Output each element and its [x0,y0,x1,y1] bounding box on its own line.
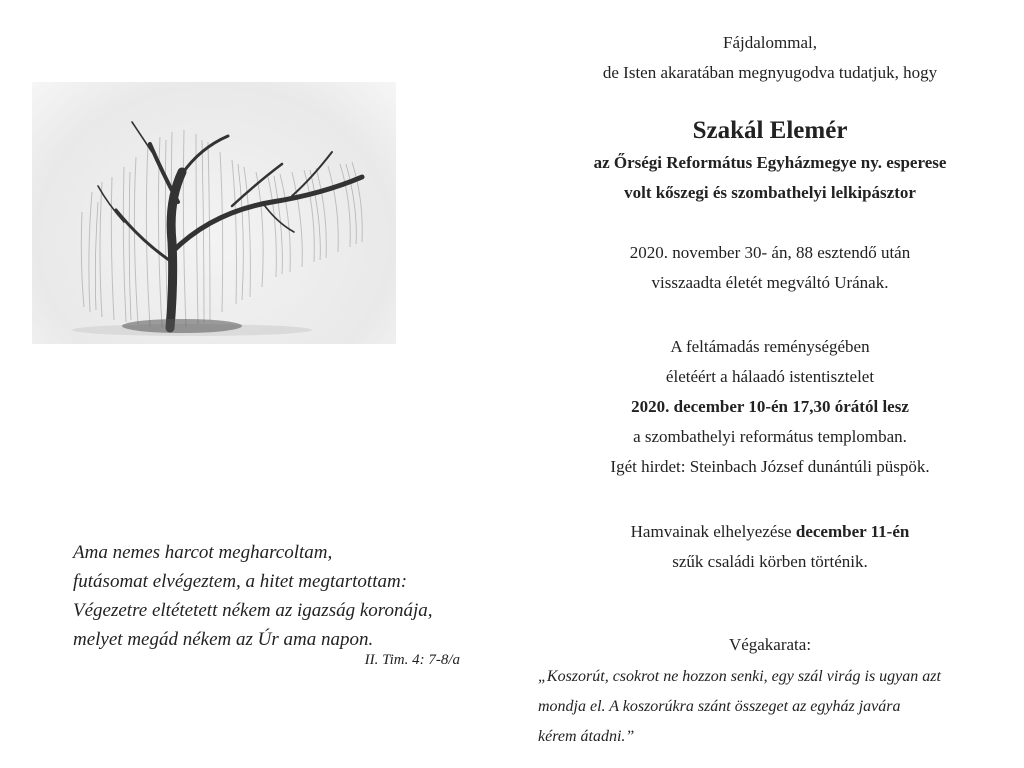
will-heading: Végakarata: [728,635,812,654]
weeping-willow-image [32,82,396,344]
service-line-4: a szombathelyi református templomban. [633,427,907,446]
intro-block [530,28,1010,88]
death-block [530,238,1010,298]
ashes-line-1 [530,517,1010,547]
deceased-name: Szakál Elemér [692,117,848,144]
will-heading-block [530,630,1010,660]
service-line-2: életéért a hálaadó istentisztelet [665,367,875,386]
death-line-1: 2020. november 30- án, 88 esztendő után [629,243,911,262]
ashes-line-2: szűk családi körben történik. [672,552,868,571]
ashes-date: december 11-én [795,522,910,541]
deceased-role-1: az Őrségi Református Egyházmegye ny. esperese [593,153,947,172]
verse-line: futásomat elvégeztem, a hitet megtartottam: [73,571,408,592]
will-line-1: „Koszorút, csokrot ne hozzon senki, egy szál virág is ugyan azt [538,668,941,685]
intro-line-2: de Isten akaratában megnyugodva tudatjuk, hogy [602,63,938,82]
will-line-3: kérem átadni.” [538,728,635,745]
willow-tree-icon [32,82,396,344]
ashes-block [530,517,1010,577]
verse-reference: II. Tim. 4: 7-8/a [364,652,460,668]
deceased-role-2: volt kőszegi és szombathelyi lelkipásztor [624,183,916,202]
service-block [530,332,1010,482]
death-line-2: visszaadta életét megváltó Urának. [651,273,889,292]
will-text-block [538,662,1008,752]
service-line-5: Igét hirdet: Steinbach József dunántúli püspök. [610,457,930,476]
verse-line: Ama nemes harcot megharcoltam, [73,542,333,563]
ashes-prefix: Hamvainak elhelyezése [630,522,796,541]
service-line-1: A feltámadás reménységében [670,337,870,356]
bible-verse [73,538,473,654]
deceased-block [530,114,1010,208]
intro-line-1: Fájdalommal, [723,33,817,52]
verse-line: Végezetre eltétetett nékem az igazság koronája, [73,600,433,621]
service-date: 2020. december 10-én 17,30 órától lesz [631,397,909,416]
verse-line: melyet megád nékem az Úr ama napon. [73,629,374,650]
will-line-2: mondja el. A koszorúkra szánt összeget az egyház javára [538,698,901,715]
